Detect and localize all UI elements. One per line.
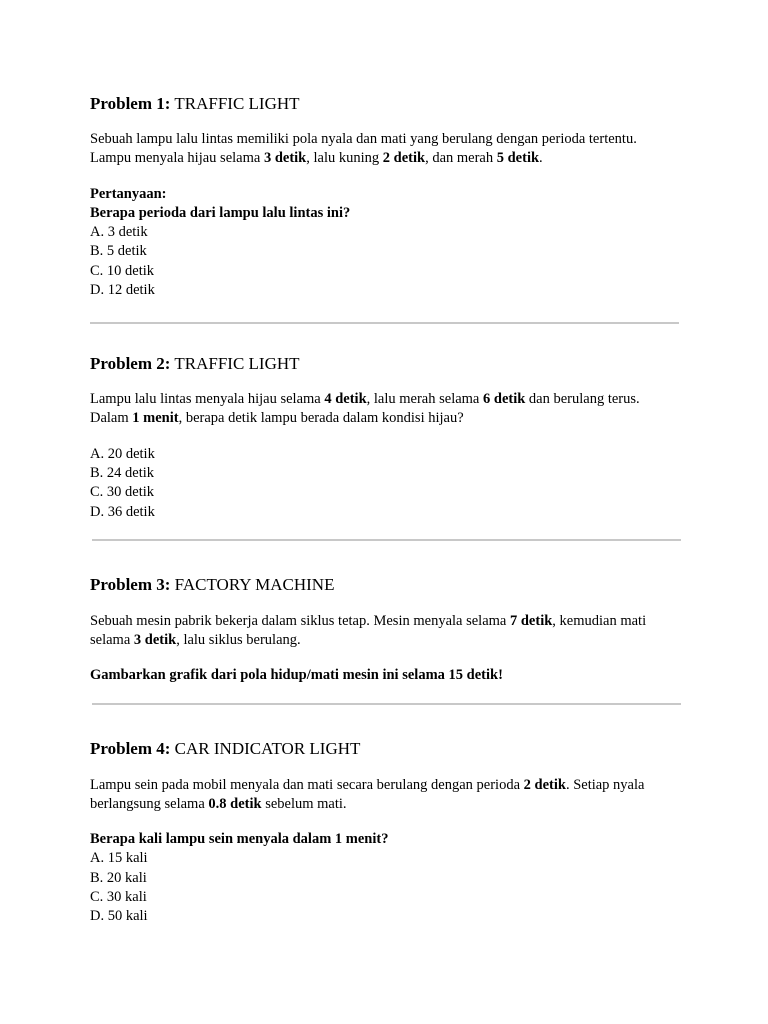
problem-3-heading-title: FACTORY MACHINE — [174, 575, 335, 594]
text-segment: Sebuah mesin pabrik bekerja dalam siklus tetap. Mesin menyala selama — [90, 613, 510, 629]
text-segment: , lalu kuning — [306, 150, 383, 166]
bold-value: 0.8 detik — [208, 796, 262, 812]
problem-1-text-line-2 — [90, 149, 543, 167]
text-segment: , dan merah — [425, 150, 497, 166]
text-segment: Dalam — [90, 410, 133, 426]
problem-1-question: Berapa perioda dari lampu lalu lintas ini? — [90, 205, 351, 221]
bold-value: 7 detik — [509, 613, 553, 629]
text-segment: . Setiap nyala — [565, 777, 645, 793]
problem-4-heading-prefix: Problem 4: — [90, 739, 171, 758]
text-segment: Lampu sein pada mobil menyala dan mati secara berulang dengan perioda — [90, 777, 524, 793]
problem-1-question-label: Pertanyaan: — [90, 186, 167, 202]
bold-value: 4 detik — [324, 391, 367, 407]
text-segment: , lalu merah selama — [366, 391, 483, 407]
problem-4-heading-title: CAR INDICATOR LIGHT — [174, 739, 361, 758]
text-segment: sebelum mati. — [261, 796, 347, 812]
problem-2-heading-prefix: Problem 2: — [90, 354, 171, 373]
problem-2-text-line-2 — [90, 409, 464, 427]
bold-value: 1 menit — [132, 410, 179, 426]
problem-2-option-b: B. 24 detik — [90, 465, 155, 481]
divider-2 — [92, 539, 681, 541]
problem-4-text-line-1 — [90, 776, 644, 794]
problem-1-heading-prefix: Problem 1: — [90, 94, 171, 113]
problem-3-text-line-2 — [90, 631, 301, 649]
problem-1-heading — [90, 94, 300, 114]
problem-2-heading-title: TRAFFIC LIGHT — [174, 354, 300, 373]
text-segment: dan berulang terus. — [525, 391, 640, 407]
bold-value: 3 detik — [263, 150, 307, 166]
text-segment: Lampu lalu lintas menyala hijau selama — [90, 391, 325, 407]
problem-3-text-line-1 — [90, 612, 646, 630]
problem-4-option-b: B. 20 kali — [90, 870, 147, 886]
text-segment: , lalu siklus berulang. — [176, 632, 301, 648]
problem-1-text-line-1: Sebuah lampu lalu lintas memiliki pola nyala dan mati yang berulang dengan perioda tertentu. — [90, 131, 637, 147]
problem-4-question: Berapa kali lampu sein menyala dalam 1 menit? — [90, 831, 389, 847]
text-segment: . — [539, 150, 543, 166]
bold-value: 2 detik — [382, 150, 426, 166]
text-segment: selama — [90, 632, 134, 648]
bold-value: 5 detik — [496, 150, 540, 166]
bold-value: 3 detik — [133, 632, 177, 648]
text-segment: Lampu menyala hijau selama — [90, 150, 264, 166]
problem-2-text-line-1 — [90, 390, 640, 408]
problem-4-option-d: D. 50 kali — [90, 908, 148, 924]
divider-1 — [90, 322, 679, 324]
problem-3-question: Gambarkan grafik dari pola hidup/mati mesin ini selama 15 detik! — [90, 667, 503, 683]
problem-4-text-line-2 — [90, 795, 347, 813]
text-segment: , berapa detik lampu berada dalam kondisi hijau? — [178, 410, 464, 426]
problem-4-heading — [90, 739, 360, 759]
problem-2-option-c: C. 30 detik — [90, 484, 155, 500]
problem-2-option-d: D. 36 detik — [90, 504, 155, 520]
text-segment: berlangsung selama — [90, 796, 209, 812]
problem-3-heading — [90, 575, 334, 595]
text-segment: , kemudian mati — [552, 613, 647, 629]
problem-2-heading — [90, 354, 300, 374]
problem-1-heading-title: TRAFFIC LIGHT — [174, 94, 300, 113]
problem-1-option-d: D. 12 detik — [90, 282, 155, 298]
divider-3 — [92, 703, 681, 705]
problem-1-option-c: C. 10 detik — [90, 263, 155, 279]
problem-4-option-c: C. 30 kali — [90, 889, 147, 905]
problem-4-option-a: A. 15 kali — [90, 850, 148, 866]
problem-3-heading-prefix: Problem 3: — [90, 575, 171, 594]
problem-1-option-a: A. 3 detik — [90, 224, 148, 240]
bold-value: 2 detik — [523, 777, 566, 793]
problem-2-option-a: A. 20 detik — [90, 446, 155, 462]
problem-1-option-b: B. 5 detik — [90, 243, 147, 259]
bold-value: 6 detik — [483, 391, 526, 407]
